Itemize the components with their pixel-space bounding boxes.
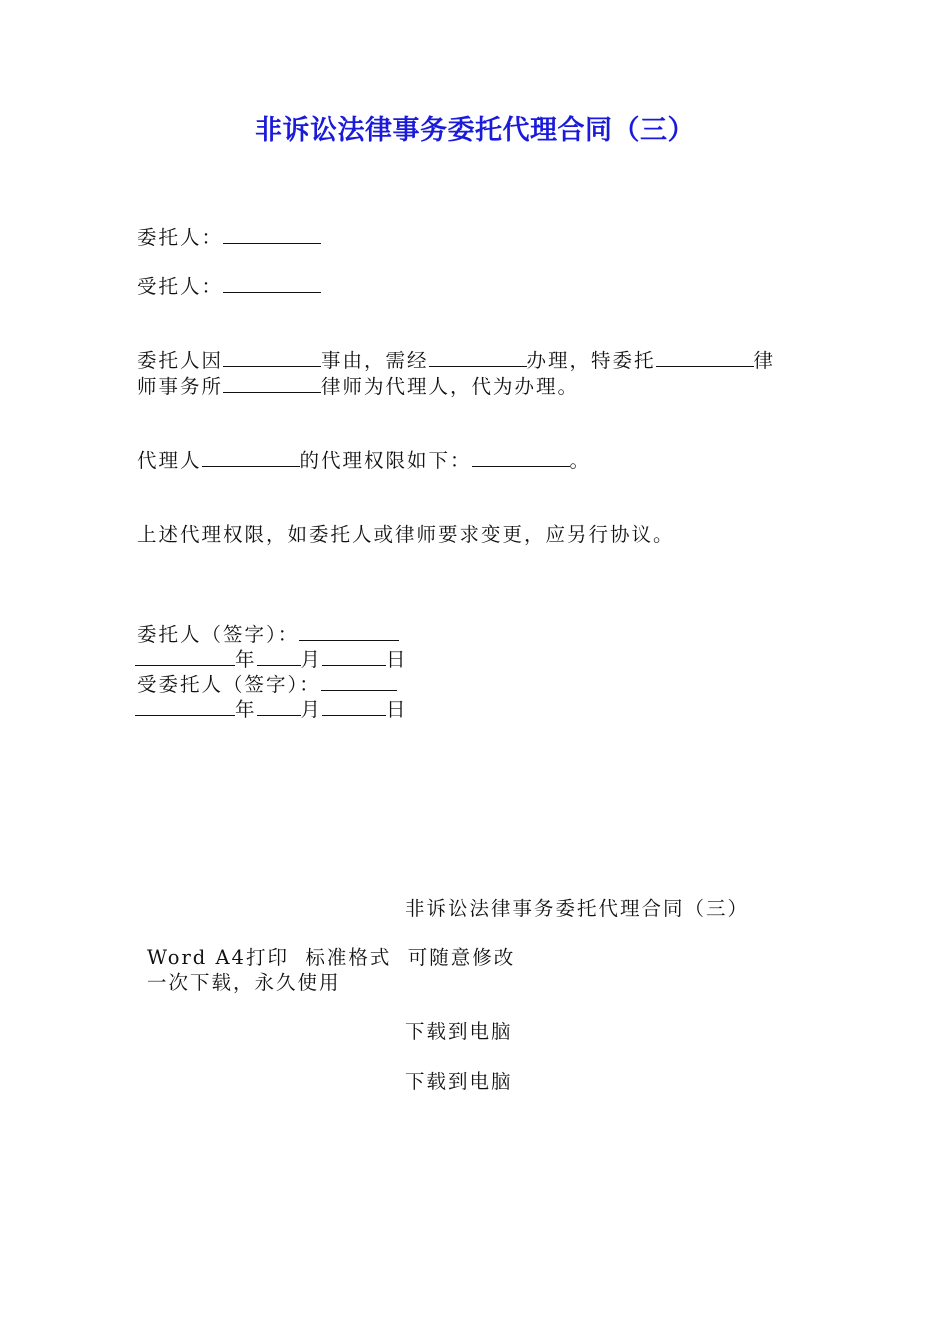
para1-text-d: 律 xyxy=(753,349,776,372)
agent-year-blank xyxy=(135,698,235,716)
agent-line xyxy=(137,274,321,300)
para1-text-c: 办理，特委托 xyxy=(526,349,656,372)
year-label: 年 xyxy=(235,648,257,671)
agent-day-blank xyxy=(322,698,386,716)
reason-blank xyxy=(223,349,321,367)
client-day-blank xyxy=(322,648,386,666)
paragraph-1-line-2 xyxy=(137,374,579,400)
agent-blank xyxy=(223,275,321,293)
proxy-blank xyxy=(202,449,300,467)
paragraph-2 xyxy=(137,448,591,474)
lawyer-blank xyxy=(223,375,321,393)
footer-features: Word A4打印 标准格式 可随意修改 xyxy=(147,946,516,969)
day-label: 日 xyxy=(386,648,408,671)
client-blank xyxy=(223,226,321,244)
month-label: 月 xyxy=(300,648,323,671)
client-label: 委托人： xyxy=(137,226,224,249)
agent-sign-line xyxy=(137,672,397,698)
month-label: 月 xyxy=(300,698,323,721)
para1-text-a: 委托人因 xyxy=(137,349,224,372)
agent-sign-label: 受委托人（签字）： xyxy=(137,673,321,696)
download-link-2[interactable]: 下载到电脑 xyxy=(405,1070,513,1093)
client-sign-blank xyxy=(299,623,399,641)
footer-doc-name: 非诉讼法律事务委托代理合同（三） xyxy=(405,897,750,920)
authority-blank xyxy=(472,449,570,467)
para2-text-b: 的代理权限如下： xyxy=(299,449,472,472)
year-label: 年 xyxy=(235,698,257,721)
agent-label: 受托人： xyxy=(137,275,224,298)
firm-blank xyxy=(656,349,754,367)
document-title: 非诉讼法律事务委托代理合同（三） xyxy=(255,115,695,146)
day-label: 日 xyxy=(386,698,408,721)
client-sign-line xyxy=(137,622,399,648)
client-line xyxy=(137,225,321,251)
paragraph-3: 上述代理权限，如委托人或律师要求变更，应另行协议。 xyxy=(137,523,675,546)
client-year-blank xyxy=(135,648,235,666)
footer-once: 一次下载，永久使用 xyxy=(147,971,341,994)
paragraph-1-line-1 xyxy=(137,348,775,374)
para1-text-e: 师事务所 xyxy=(137,375,224,398)
handler-blank xyxy=(429,349,527,367)
client-month-blank xyxy=(257,648,301,666)
agent-month-blank xyxy=(257,698,301,716)
client-sign-label: 委托人（签字）： xyxy=(137,623,300,646)
agent-sign-blank xyxy=(321,673,397,691)
agent-date-line xyxy=(135,697,408,723)
para1-text-f: 律师为代理人，代为办理。 xyxy=(321,375,580,398)
para2-text-c: 。 xyxy=(569,449,592,472)
download-link-1[interactable]: 下载到电脑 xyxy=(405,1020,513,1043)
para1-text-b: 事由，需经 xyxy=(321,349,429,372)
para2-text-a: 代理人 xyxy=(137,449,202,472)
client-date-line xyxy=(135,647,408,673)
